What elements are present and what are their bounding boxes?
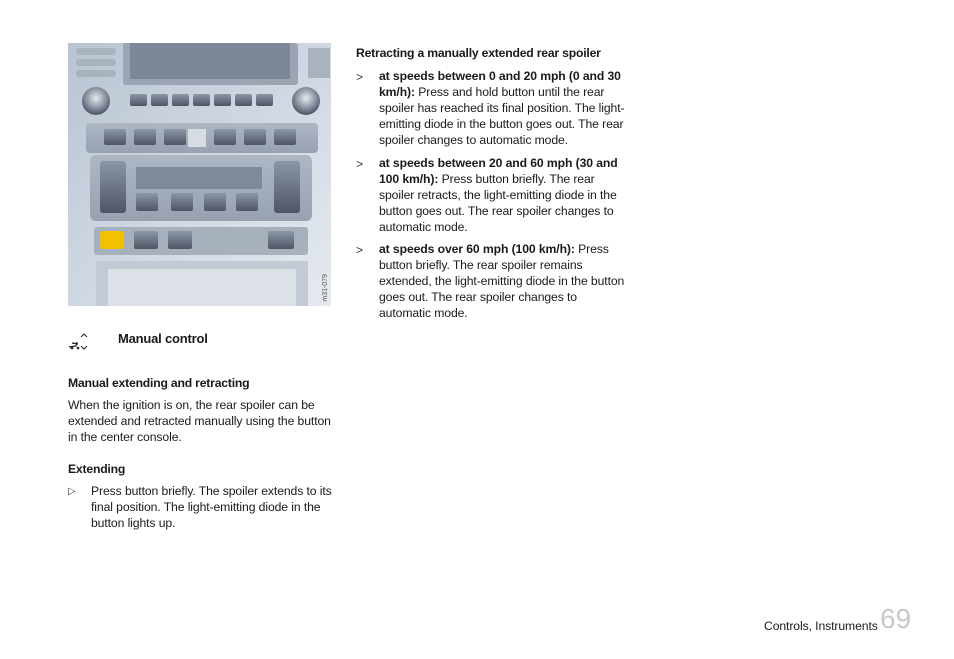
extend-retract-body: When the ignition is on, the rear spoiler can be extended and retracted manually using the button in the center console. bbox=[68, 398, 331, 444]
extending-heading: Extending bbox=[68, 462, 126, 476]
retract-item-3-text: Press button briefly. The rear spoiler remains extended, the light-emitting diode in the button goes out. The rear spoiler changes to automatic mode. bbox=[379, 242, 625, 320]
photo-code: m31-079 bbox=[322, 274, 329, 302]
spoiler-button-highlight bbox=[100, 231, 124, 249]
retract-item-2-text: Press button briefly. The rear spoiler retracts, the light-emitting diode in the button goes out. The rear spoiler changes to automatic mode. bbox=[379, 172, 617, 234]
extending-bullet: ▷ bbox=[68, 486, 76, 497]
extend-retract-heading: Manual extending and retracting bbox=[68, 376, 250, 390]
retract-item-1-bullet: > bbox=[356, 70, 364, 84]
console-illustration bbox=[68, 43, 331, 306]
center-console-photo bbox=[68, 43, 331, 306]
retract-item-2-bullet: > bbox=[356, 157, 364, 171]
retract-item-3-bold: at speeds over 60 mph (100 km/h): bbox=[379, 242, 575, 256]
retracting-heading: Retracting a manually extended rear spoiler bbox=[356, 46, 601, 60]
page-number: 69 bbox=[880, 603, 912, 634]
manual-control-title: Manual control bbox=[118, 331, 208, 346]
retract-item-3 bbox=[379, 241, 625, 321]
retract-item-2-bold: at speeds between 20 and 60 mph (30 and 100 km/h): bbox=[379, 156, 618, 186]
retract-item-2 bbox=[379, 155, 625, 235]
retract-item-3-bullet: > bbox=[356, 243, 364, 257]
extending-text: Press button briefly. The spoiler extends to its final position. The light-emitting diode in the button lights up. bbox=[91, 484, 332, 530]
retract-item-1-text: Press and hold button until the rear spoiler has reached its final position. The light-emitting diode in the button goes out. The rear spoiler changes to automatic mode. bbox=[379, 85, 625, 147]
retract-item-1-bold: at speeds between 0 and 20 mph (0 and 30 km/h): bbox=[379, 69, 621, 99]
retract-item-1 bbox=[379, 68, 625, 148]
manual-control-icon bbox=[68, 333, 90, 351]
footer-section: Controls, Instruments bbox=[764, 619, 878, 633]
